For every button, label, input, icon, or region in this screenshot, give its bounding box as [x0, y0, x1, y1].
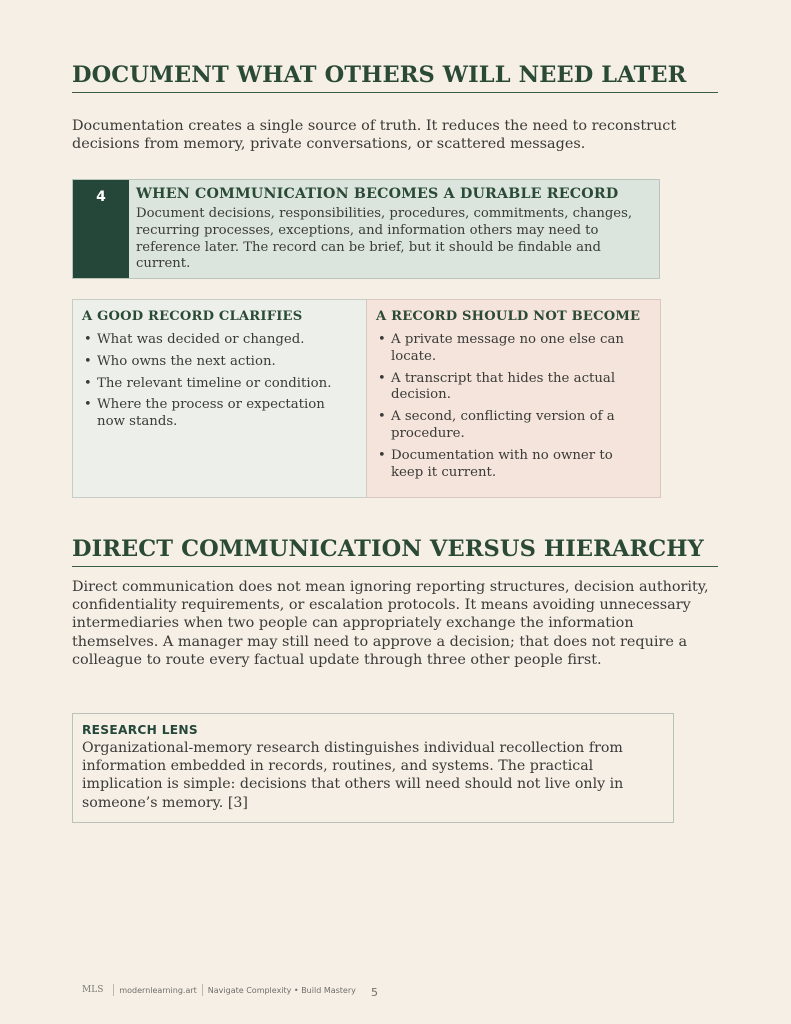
good-record-list: [82, 332, 352, 436]
bullet-icon: •: [84, 375, 92, 391]
list-item: • Who owns the next action.: [84, 353, 276, 369]
page-footer: [82, 983, 356, 997]
bullet-icon: •: [378, 332, 386, 347]
bullet-icon: •: [378, 370, 386, 386]
list-item: • What was decided or changed.: [84, 332, 305, 347]
research-lens-box: [72, 713, 674, 823]
intro-paragraph: Documentation creates a single source of truth. It reduces the need to reconstruct decisions from memory, private conversations, or scattered messages.: [72, 118, 677, 153]
bullet-icon: •: [378, 409, 386, 425]
bullet-icon: •: [84, 353, 92, 369]
good-record-panel: [72, 299, 367, 498]
footer-divider: [113, 984, 114, 996]
research-lens-label: RESEARCH LENS: [82, 723, 198, 737]
bullet-icon: •: [84, 397, 92, 413]
list-item: • A transcript that hides the actual decision.: [378, 370, 616, 403]
footer-tagline: Navigate Complexity • Build Mastery: [207, 985, 356, 995]
research-lens-body: Organizational-memory research distinguishes individual recollection from information embedded in records, routines, and systems. The practical implication is simple: decisions that others will need should not live only in someone’s memory. [3]: [82, 740, 624, 811]
direct-communication-paragraph: Direct communication does not mean ignoring reporting structures, decision authority, confidentiality requirements, or escalation protocols. It means avoiding unnecessary intermediaries when two people can appropriately exchange the information themselves. A manager may still need to approve a decision; that does not require a colleague to route every factual update through three other people first.: [72, 579, 709, 668]
bad-record-title: A RECORD SHOULD NOT BECOME: [376, 309, 641, 324]
section-heading-direct-communication: DIRECT COMMUNICATION VERSUS HIERARCHY: [72, 536, 718, 567]
list-item: • A second, conflicting version of a procedure.: [378, 409, 615, 441]
list-item: • Documentation with no owner to keep it current.: [378, 447, 613, 480]
page-number: 5: [371, 986, 378, 999]
callout-number-box: [73, 180, 129, 278]
callout-number: 4: [96, 189, 106, 205]
footer-site: modernlearning.art: [119, 985, 197, 995]
bullet-icon: •: [84, 332, 92, 347]
bad-record-panel: [366, 299, 661, 498]
list-item: • Where the process or expectation now stands.: [84, 397, 325, 430]
callout-durable-record: [72, 179, 660, 279]
callout-title: WHEN COMMUNICATION BECOMES A DURABLE RECORD: [136, 186, 619, 202]
list-item: • A private message no one else can locate.: [378, 332, 624, 364]
bad-record-list: [376, 332, 646, 486]
good-record-title: A GOOD RECORD CLARIFIES: [82, 309, 303, 324]
list-item: • The relevant timeline or condition.: [84, 375, 332, 391]
footer-divider: [202, 984, 203, 996]
section-heading-document: DOCUMENT WHAT OTHERS WILL NEED LATER: [72, 62, 718, 93]
callout-body: Document decisions, responsibilities, procedures, commitments, changes, recurring processes, exceptions, and information others may need to reference later. The record can be brief, but it should be findable and current.: [136, 206, 633, 272]
footer-logo: MLS: [82, 985, 104, 995]
bullet-icon: •: [378, 447, 386, 463]
